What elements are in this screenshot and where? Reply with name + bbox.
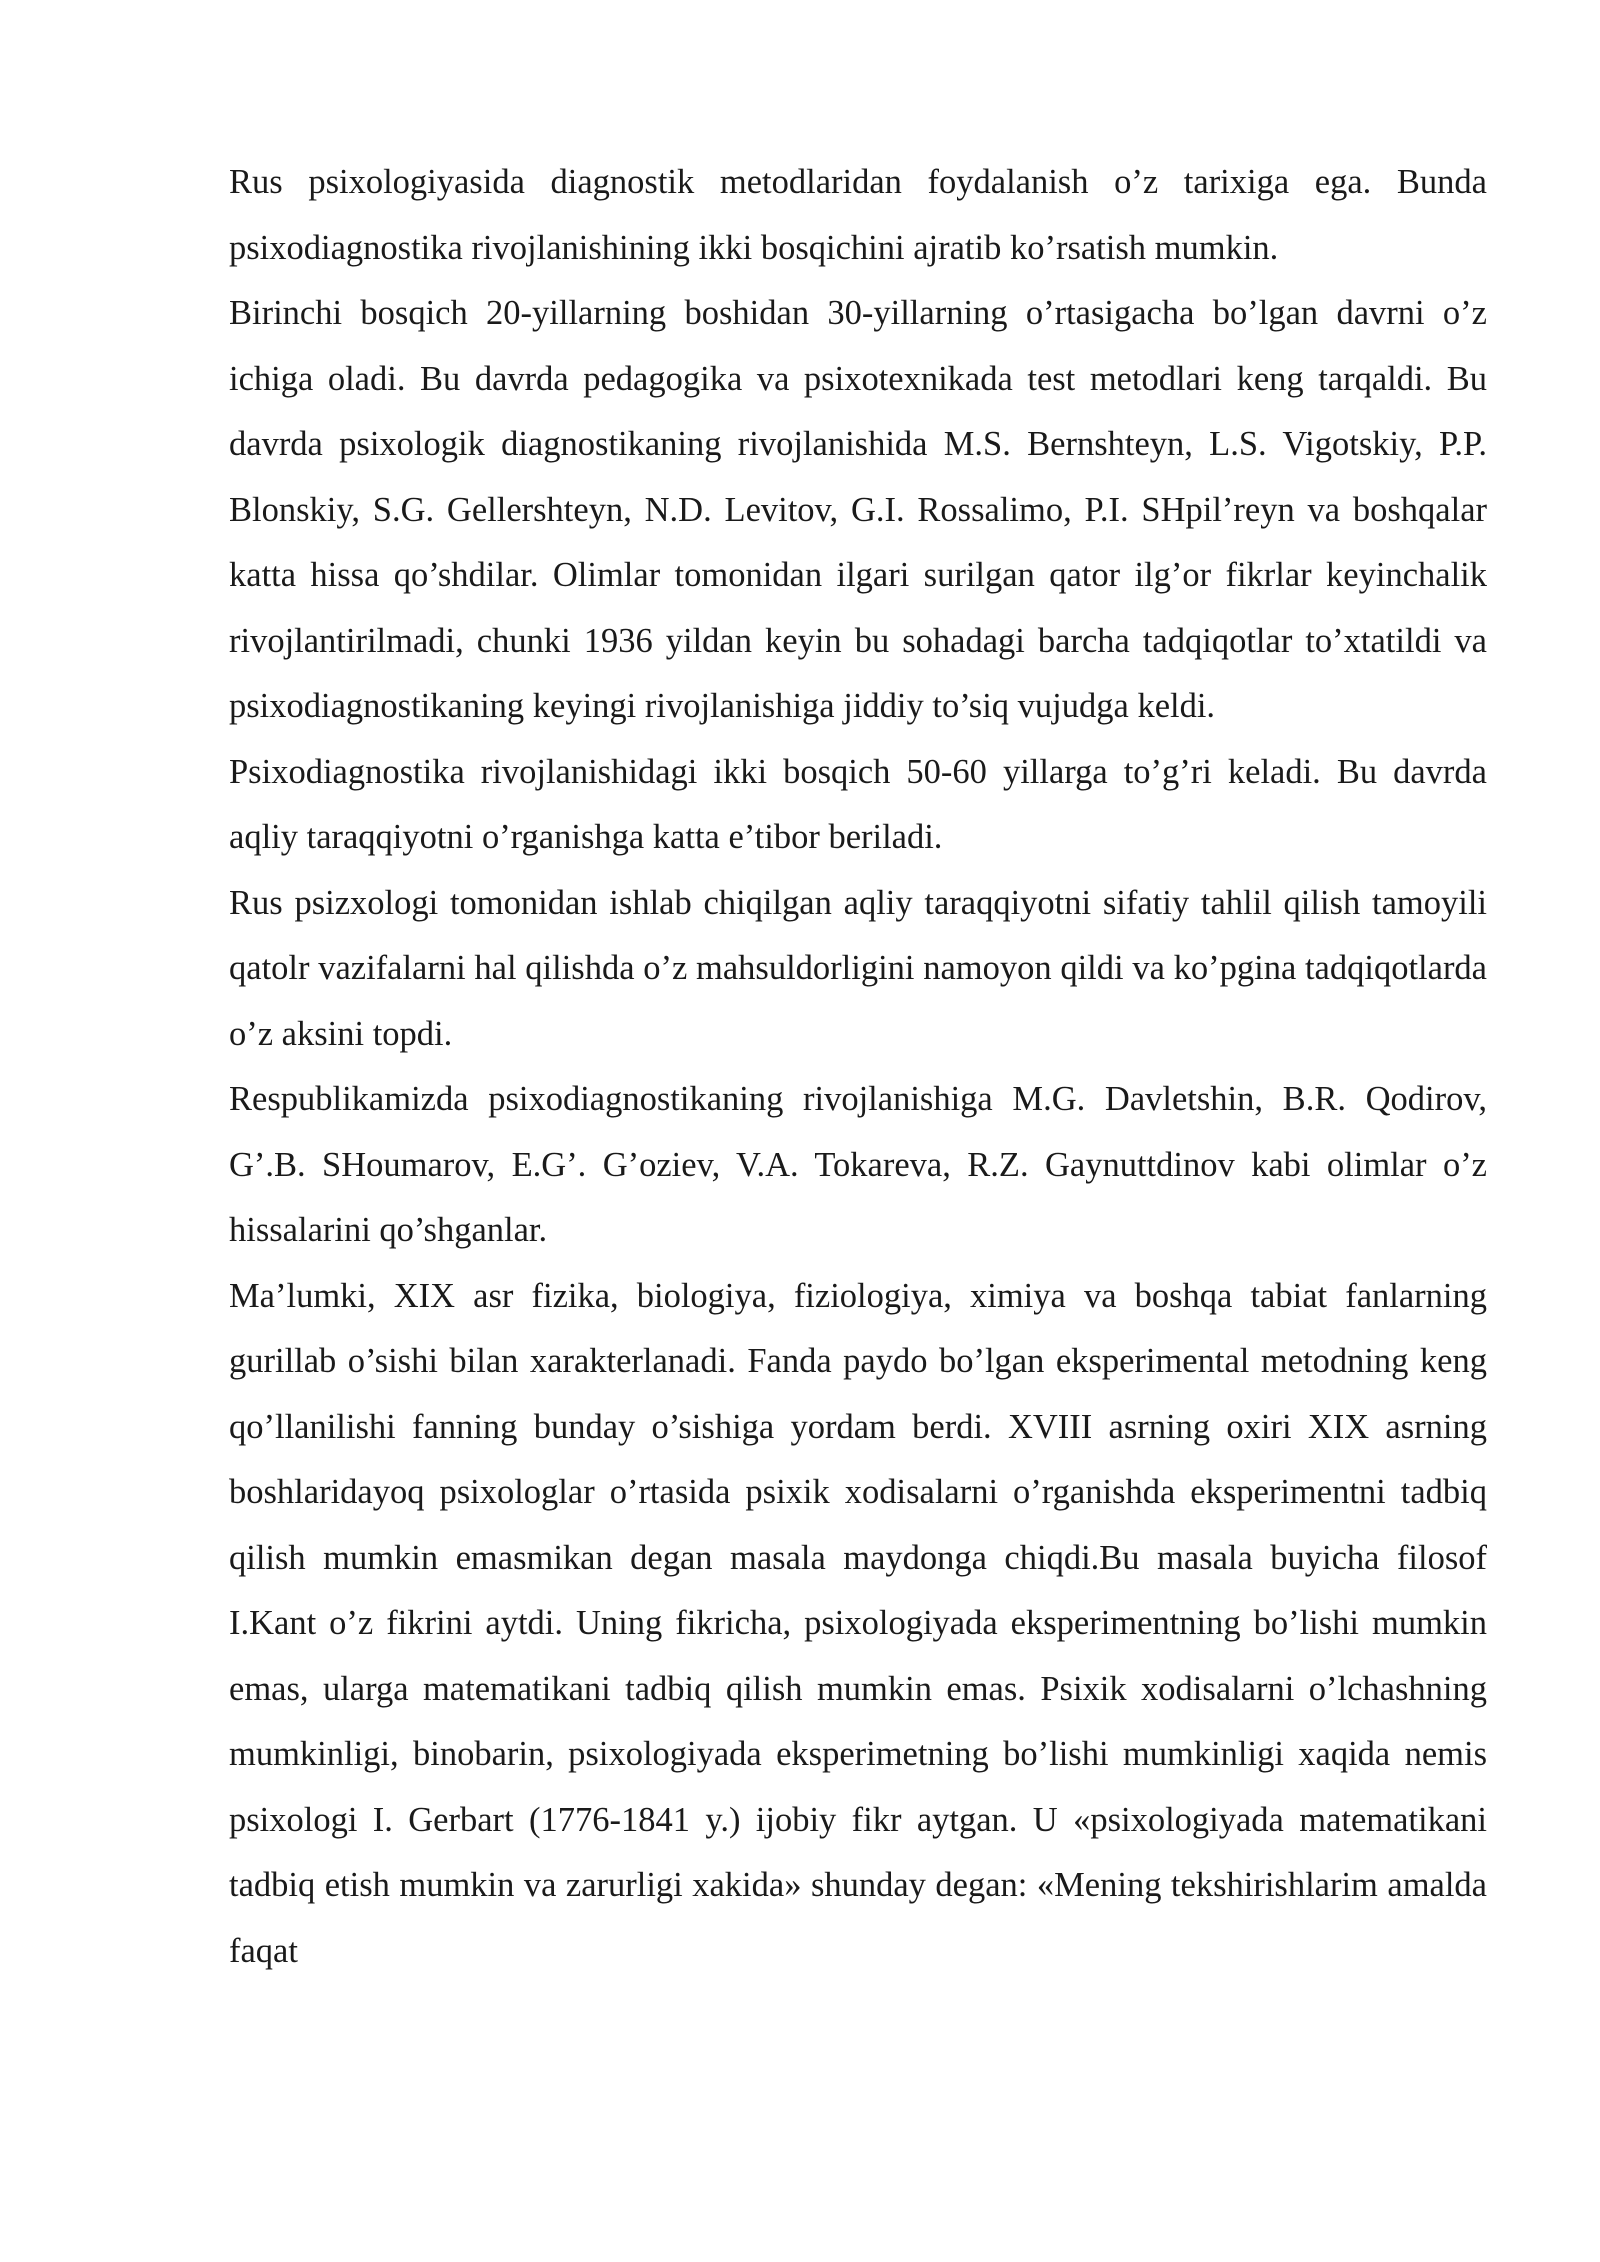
paragraph-6: Ma’lumki, XIX asr fizika, biologiya, fiziologiya, ximiya va boshqa tabiat fanlarning gurillab o’sishi bilan xarakterlanadi. Fanda paydo bo’lgan eksperimental metodning keng qo’llanilishi fanning bunday o’sishiga yordam berdi. XVIII asrning oxiri XIX asrning boshlaridayoq psixologlar o’rtasida psixik xodisalarni o’rganishda eksperimentni tadbiq qilish mumkin emasmikan degan masala maydonga chiqdi.Bu masala buyicha filosof I.Kant o’z fikrini aytdi. Uning fikricha, psixologiyada eksperimentning bo’lishi mumkin emas, ularga matematikani tadbiq qilish mumkin emas. Psixik xodisalarni o’lchashning mumkinligi, binobarin, psixologiyada eksperimetning bo’lishi mumkinligi xaqida nemis psixologi I. Gerbart (1776-1841 y.) ijobiy fikr aytgan. U «psixologiyada matematikani tadbiq etish mumkin va zarurligi xakida» shunday degan: «Mening tekshirishlarim amalda faqat bbox=[229, 1276, 1487, 1970]
paragraph-3: Psixodiagnostika rivojlanishidagi ikki bosqich 50-60 yillarga to’g’ri keladi. Bu davrda aqliy taraqqiyotni o’rganishga katta e’tibor beriladi. bbox=[229, 752, 1487, 856]
paragraph-1: Rus psixologiyasida diagnostik metodlaridan foydalanish o’z tarixiga ega. Bunda psixodiagnostika rivojlanishining ikki bosqichini ajratib ko’rsatish mumkin. bbox=[229, 163, 1487, 267]
body-text bbox=[229, 150, 1487, 1984]
paragraph-2: Birinchi bosqich 20-yillarning boshidan 30-yillarning o’rtasigacha bo’lgan davrni o’z ichiga oladi. Bu davrda pedagogika va psixotexnikada test metodlari keng tarqaldi. Bu davrda psixologik diagnostikaning rivojlanishida M.S. Bernshteyn, L.S. Vigotskiy, P.P. Blonskiy, S.G. Gellershteyn, N.D. Levitov, G.I. Rossalimo, P.I. SHpil’reyn va boshqalar katta hissa qo’shdilar. Olimlar tomonidan ilgari surilgan qator ilg’or fikrlar keyinchalik rivojlantirilmadi, chunki 1936 yildan keyin bu sohadagi barcha tadqiqotlar to’xtatildi va psixodiagnostikaning keyingi rivojlanishiga jiddiy to’siq vujudga keldi. bbox=[229, 294, 1487, 725]
paragraph-4: Rus psizxologi tomonidan ishlab chiqilgan aqliy taraqqiyotni sifatiy tahlil qilish tamoyili qatolr vazifalarni hal qilishda o’z mahsuldorligini namoyon qildi va ko’pgina tadqiqotlarda o’z aksini topdi. bbox=[229, 883, 1487, 1053]
paragraph-5: Respublikamizda psixodiagnostikaning rivojlanishiga M.G. Davletshin, B.R. Qodirov, G’.B. SHoumarov, E.G’. G’oziev, V.A. Tokareva, R.Z. Gaynuttdinov kabi olimlar o’z hissalarini qo’shganlar. bbox=[229, 1080, 1487, 1249]
